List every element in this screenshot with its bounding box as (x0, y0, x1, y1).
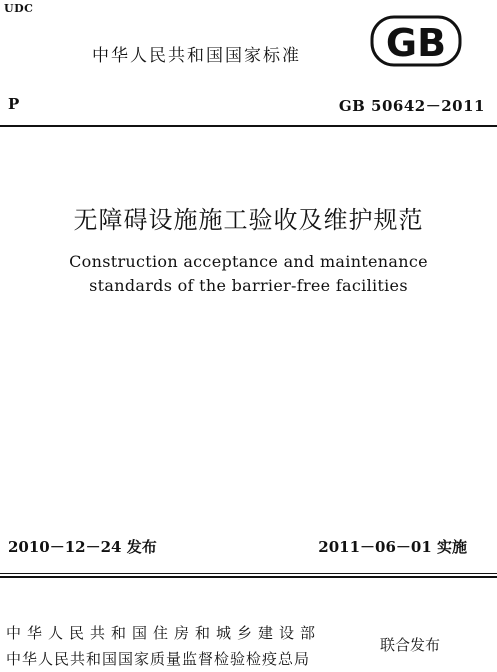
issue-date: 2010－12－24 发布 (8, 538, 157, 556)
bottom-rule-thick (0, 576, 497, 578)
udc-label: UDC (4, 2, 34, 15)
issuer-aqsiq: 中华人民共和国国家质量监督检验检疫总局 (6, 650, 311, 668)
title-english-line2: standards of the barrier-free facilities (89, 276, 408, 295)
bottom-rule-thin (0, 573, 497, 574)
top-rule (0, 125, 497, 127)
implementation-date: 2011－06－01 实施 (318, 538, 467, 556)
joint-release-label: 联合发布 (380, 636, 441, 654)
gb-logo-text: GB (385, 21, 447, 65)
standard-type: 中华人民共和国国家标准 (92, 46, 301, 66)
title-chinese: 无障碍设施施工验收及维护规范 (73, 206, 424, 234)
issuer-ministry: 中华人民共和国住房和城乡建设部 (6, 624, 322, 642)
classification-code: P (8, 95, 20, 113)
gb-logo (370, 14, 462, 68)
title-english-line1: Construction acceptance and maintenance (69, 252, 428, 271)
standard-code: GB 50642－2011 (338, 97, 485, 115)
